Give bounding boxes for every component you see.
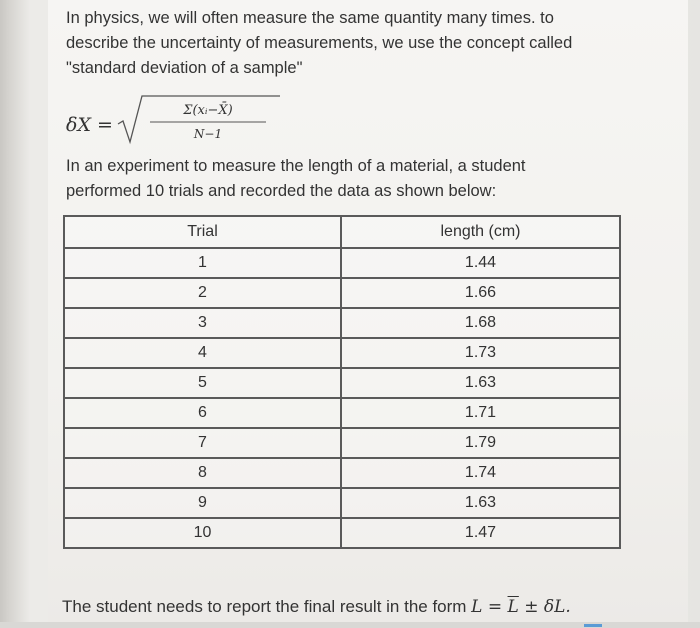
table-row <box>64 308 620 338</box>
length-cell: 1.63 <box>341 368 620 398</box>
footer-text: The student needs to report the final result in the form <box>62 597 472 616</box>
math-l-bar: $\overline{L}$ <box>507 597 519 617</box>
math-plus-minus: ± δL. <box>518 597 571 617</box>
experiment-line-1: In an experiment to measure the length of a material, a student <box>66 157 526 175</box>
header-length: length (cm) <box>341 216 620 248</box>
length-cell: 1.68 <box>341 308 620 338</box>
table-row <box>64 248 620 278</box>
experiment-line-2: performed 10 trials and recorded the data as shown below: <box>66 182 497 200</box>
length-cell: 1.47 <box>341 518 620 548</box>
trial-cell: 7 <box>64 428 341 458</box>
header-trial: Trial <box>64 216 341 248</box>
table-row <box>64 398 620 428</box>
formula-lhs: δX = <box>66 114 113 136</box>
length-cell: 1.63 <box>341 488 620 518</box>
trial-cell: 6 <box>64 398 341 428</box>
blue-accent-mark <box>584 624 602 627</box>
table-row <box>64 458 620 488</box>
experiment-paragraph <box>66 154 666 204</box>
trial-cell: 10 <box>64 518 341 548</box>
final-result-instruction <box>62 597 571 617</box>
intro-paragraph <box>66 6 666 81</box>
table-row <box>64 488 620 518</box>
footer-math <box>471 597 571 617</box>
trial-cell: 9 <box>64 488 341 518</box>
table-row <box>64 518 620 548</box>
length-cell: 1.74 <box>341 458 620 488</box>
formula-radical <box>116 94 286 150</box>
table-row <box>64 368 620 398</box>
table-row <box>64 278 620 308</box>
table-header-row <box>64 216 620 248</box>
length-cell: 1.66 <box>341 278 620 308</box>
math-l: L <box>471 597 483 617</box>
table-row <box>64 428 620 458</box>
intro-line-1: In physics, we will often measure the same quantity many times. to <box>66 9 554 27</box>
length-cell: 1.73 <box>341 338 620 368</box>
trial-cell: 1 <box>64 248 341 278</box>
length-cell: 1.44 <box>341 248 620 278</box>
trial-cell: 8 <box>64 458 341 488</box>
formula-numerator: Σ(xᵢ−X̄) <box>183 103 233 118</box>
trial-cell: 3 <box>64 308 341 338</box>
length-cell: 1.79 <box>341 428 620 458</box>
trial-cell: 5 <box>64 368 341 398</box>
math-equals: = <box>482 597 508 617</box>
intro-line-2: describe the uncertainty of measurements, we use the concept called <box>66 34 573 52</box>
table-row <box>64 338 620 368</box>
formula-denominator: N−1 <box>193 127 223 141</box>
trial-cell: 4 <box>64 338 341 368</box>
trial-data-table <box>63 215 621 549</box>
intro-line-3: "standard deviation of a sample" <box>66 59 303 77</box>
length-cell: 1.71 <box>341 398 620 428</box>
trial-cell: 2 <box>64 278 341 308</box>
